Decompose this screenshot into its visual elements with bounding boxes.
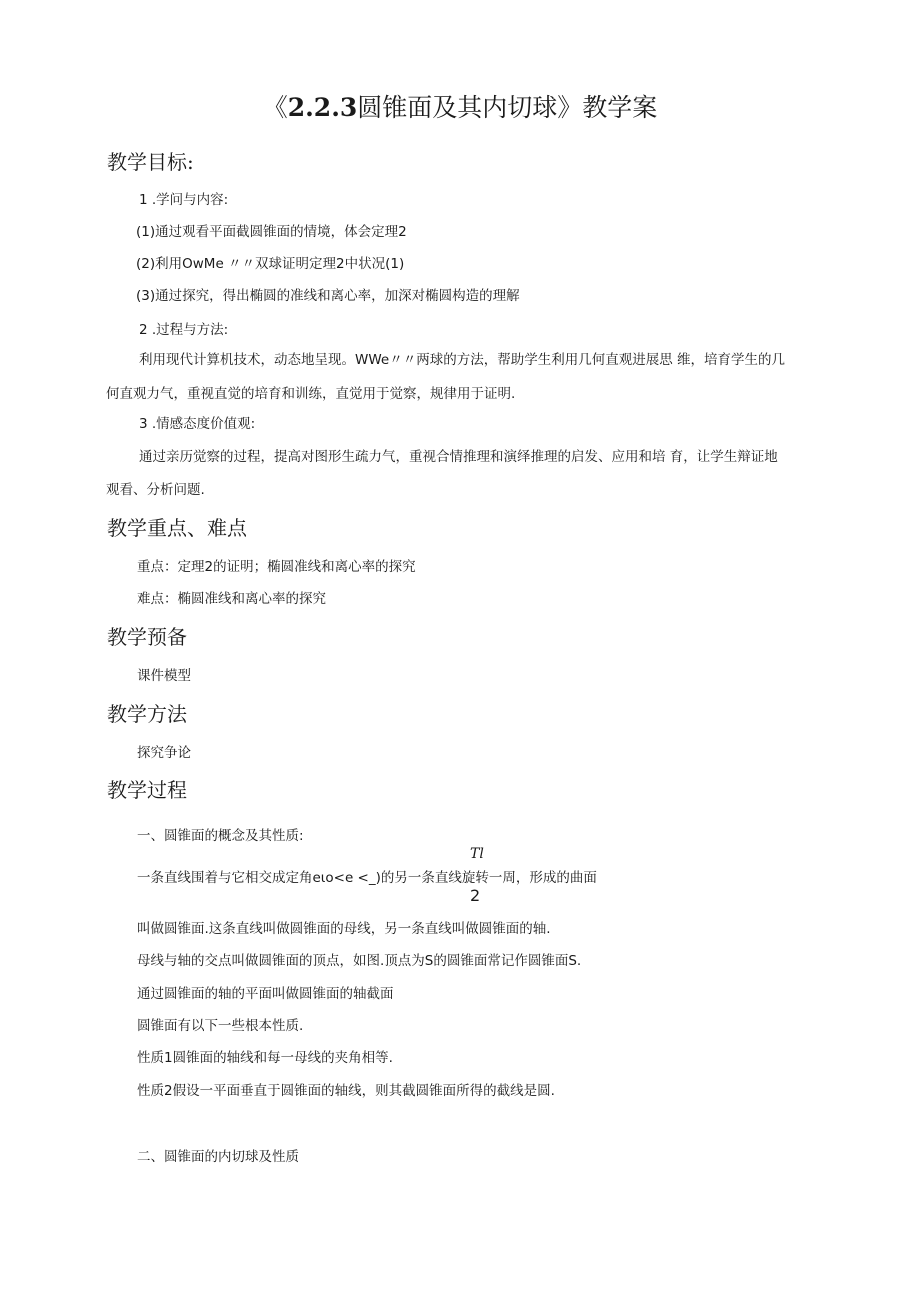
process-line-3: 通过圆锥面的轴的平面叫做圆锥面的轴截面 — [137, 986, 394, 1002]
method-text: 探究争论 — [137, 745, 191, 761]
objective-2-label: 2 .过程与方法: — [139, 322, 229, 338]
key-point-focus: 重点：定理2的证明；椭圆准线和离心率的探究 — [137, 559, 416, 575]
process-part-1-title: 一、圆锥面的概念及其性质: — [137, 828, 304, 844]
definition-line-part-a: 一条直线围着与它相交成定角eιo<e <_) — [137, 870, 381, 886]
preparation-text: 课件模型 — [137, 668, 191, 684]
objective-1-line-2: (2)利用OwMe 〃〃双球证明定理2中状况(1) — [136, 256, 405, 272]
definition-line — [137, 866, 597, 886]
objective-1-line-3: (3)通过探究，得出椭圆的准线和离心率，加深对椭圆构造的理解 — [136, 288, 520, 304]
objective-3-text-line-1: 通过亲历觉察的过程，提高对图形生疏力气，重视合情推理和演绎推理的启发、应用和培 育，让学生辩证地 — [139, 449, 778, 465]
objective-2-text-line-1: 利用现代计算机技术，动态地呈现。WWe〃〃两球的方法，帮助学生利用几何直观进展思 维，培育学生的几 — [139, 352, 786, 368]
heading-method: 教学方法 — [107, 702, 187, 726]
fraction-numerator: Tl — [470, 846, 484, 862]
fraction-denominator: 2 — [470, 886, 481, 905]
process-line-1: 叫做圆锥面.这条直线叫做圆锥面的母线，另一条直线叫做圆锥面的轴. — [137, 921, 551, 937]
heading-objectives: 教学目标: — [107, 150, 194, 174]
document-title — [0, 88, 920, 124]
process-line-2: 母线与轴的交点叫做圆锥面的顶点，如图.顶点为S的圆锥面常记作圆锥面S. — [137, 953, 582, 969]
property-2: 性质2假设一平面垂直于圆锥面的轴线，则其截圆锥面所得的截线是圆. — [137, 1083, 555, 1099]
objective-3-label: 3 .情感态度价值观: — [139, 416, 256, 432]
objective-1-label: 1 .学问与内容: — [139, 192, 229, 208]
heading-preparation: 教学预备 — [107, 625, 187, 649]
title-text: 圆锥面及其内切球》教学案 — [357, 93, 658, 122]
property-1: 性质1圆锥面的轴线和每一母线的夹角相等. — [137, 1050, 393, 1066]
heading-process: 教学过程 — [107, 778, 187, 802]
objective-3-text-line-2: 观看、分析问题. — [106, 482, 205, 498]
objective-1-line-1: (1)通过观看平面截圆锥面的情境，体会定理2 — [136, 224, 407, 240]
heading-key-points: 教学重点、难点 — [107, 516, 247, 540]
title-bracket: 《 — [262, 93, 288, 122]
process-part-2-title: 二、圆锥面的内切球及性质 — [137, 1149, 299, 1165]
key-point-difficulty: 难点：椭圆准线和离心率的探究 — [137, 591, 326, 607]
objective-2-text-line-2: 何直观力气，重视直觉的培育和训练，直觉用于觉察，规律用于证明. — [106, 386, 516, 402]
process-line-4: 圆锥面有以下一些根本性质. — [137, 1018, 304, 1034]
title-section-number: 2.2.3 — [287, 93, 358, 122]
definition-line-part-b: 的另一条直线旋转一周，形成的曲面 — [380, 870, 597, 886]
